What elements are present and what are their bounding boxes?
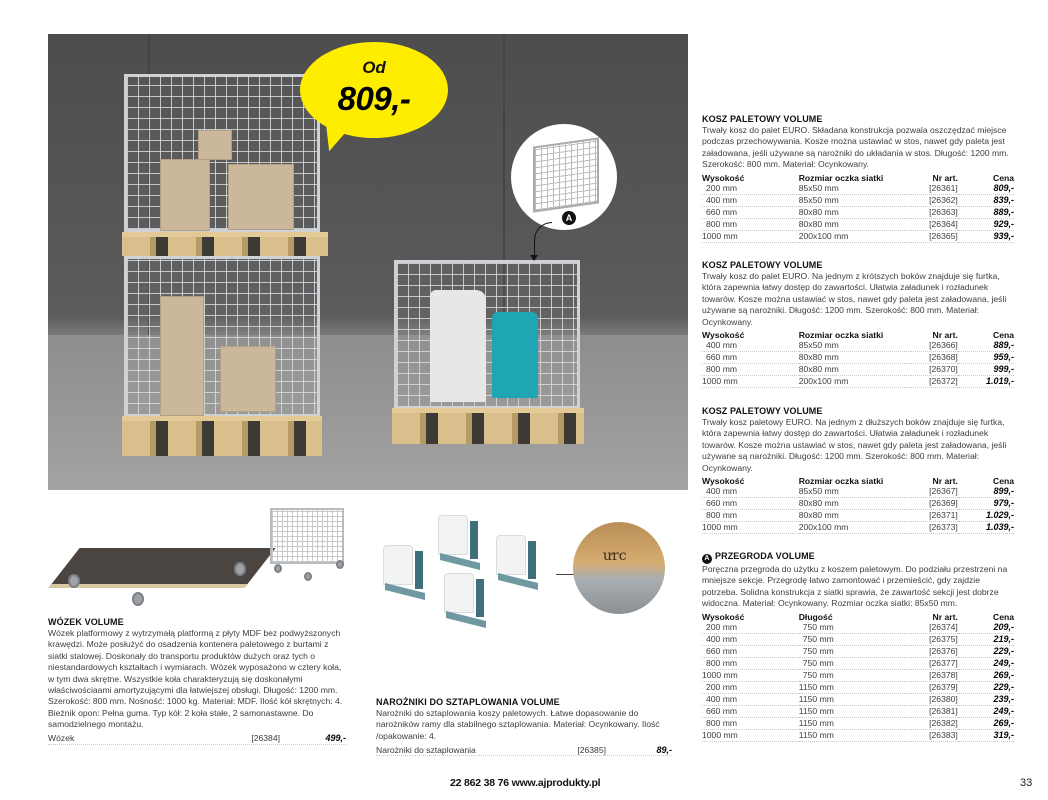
product-title: KOSZ PALETOWY VOLUME: [702, 114, 823, 124]
product-title: KOSZ PALETOWY VOLUME: [702, 406, 823, 416]
item-name: Narożniki do sztaplowania: [376, 744, 476, 755]
cell-height: 660 mm: [702, 206, 799, 218]
cell-height: 800 mm: [702, 218, 799, 230]
col-price: Cena: [992, 611, 1014, 622]
col-art-no: Nr art.: [932, 476, 958, 487]
cell-length: 1150 mm: [799, 681, 911, 693]
euro-pallet: [122, 416, 322, 456]
cell-art: [26367]: [911, 486, 958, 498]
table-row: [702, 486, 1014, 498]
wheel-icon: [132, 592, 144, 606]
table-row: [702, 633, 1014, 645]
cell-height: 660 mm: [702, 705, 799, 717]
cell-height: 660 mm: [702, 352, 799, 364]
cardboard-box: [228, 164, 294, 230]
cell-price: 219,-: [958, 633, 1014, 645]
item-art-no: [26384]: [251, 733, 280, 744]
wheel-icon: [68, 574, 80, 588]
col-height: Wysokość: [702, 172, 745, 183]
cell-price: 249,-: [958, 705, 1014, 717]
cell-mesh: 80x80 mm: [799, 510, 911, 522]
cell-price: 959,-: [958, 352, 1014, 364]
table-row: [702, 206, 1014, 218]
cell-length: 1150 mm: [799, 693, 911, 705]
section-przegroda: [702, 551, 1014, 742]
col-art-no: Nr art.: [932, 330, 958, 341]
col-price: Cena: [992, 330, 1014, 341]
cell-price: 229,-: [958, 645, 1014, 657]
cell-art: [26377]: [911, 657, 958, 669]
footer-contact: 22 862 38 76 www.ajprodukty.pl: [450, 777, 601, 789]
wheel-icon: [234, 562, 246, 576]
item-price: 499,-: [325, 733, 346, 744]
section-kosz-paletowy-3: [702, 406, 1014, 534]
cell-art: [26364]: [911, 218, 958, 230]
cell-height: 400 mm: [702, 693, 799, 705]
cell-height: 200 mm: [702, 183, 799, 195]
cell-art: [26368]: [911, 352, 958, 364]
cell-mesh: 85x50 mm: [799, 194, 911, 206]
cell-length: 750 mm: [799, 633, 911, 645]
cell-art: [26375]: [911, 633, 958, 645]
cell-height: 1000 mm: [702, 729, 799, 741]
euro-pallet: [392, 408, 584, 444]
col-height: Wysokość: [702, 476, 745, 487]
cell-length: 1150 mm: [799, 705, 911, 717]
teal-sack: [492, 312, 538, 398]
cardboard-box: [160, 296, 204, 416]
cell-art: [26379]: [911, 681, 958, 693]
section-narozniki: [376, 697, 672, 756]
table-row: [702, 340, 1014, 352]
table-row: [702, 218, 1014, 230]
product-title: NAROŻNIKI DO SZTAPLOWANIA VOLUME: [376, 697, 560, 707]
cell-price: 269,-: [958, 669, 1014, 681]
cell-art: [26381]: [911, 705, 958, 717]
item-price: 89,-: [656, 744, 672, 755]
cell-price: 889,-: [958, 206, 1014, 218]
cell-art: [26373]: [911, 522, 958, 534]
cell-art: [26369]: [911, 498, 958, 510]
col-length: Długość: [798, 611, 833, 622]
cell-art: [26363]: [911, 206, 958, 218]
cell-price: 839,-: [958, 194, 1014, 206]
callout-a-badge: A: [562, 211, 576, 225]
cell-mesh: 80x80 mm: [799, 352, 911, 364]
price-value: 809,-: [337, 80, 411, 117]
table-row: [702, 376, 1014, 388]
cardboard-box: [220, 346, 276, 412]
cell-mesh: 85x50 mm: [799, 183, 911, 195]
cell-art: [26383]: [911, 729, 958, 741]
cell-price: 269,-: [958, 717, 1014, 729]
cell-price: 1.019,-: [958, 376, 1014, 388]
cell-art: [26372]: [911, 376, 958, 388]
col-art-no: Nr art.: [932, 611, 958, 622]
table-row: [702, 657, 1014, 669]
item-art-no: [26385]: [577, 744, 606, 755]
cell-price: 889,-: [958, 340, 1014, 352]
col-price: Cena: [992, 172, 1014, 183]
cell-height: 400 mm: [702, 633, 799, 645]
cell-art: [26374]: [911, 622, 958, 634]
cell-price: 939,-: [958, 230, 1014, 242]
cell-price: 929,-: [958, 218, 1014, 230]
col-art-no: Nr art.: [932, 172, 958, 183]
spec-table: [702, 610, 1014, 742]
pallet-cage-with-gate: [394, 260, 580, 410]
section-kosz-paletowy-1: [702, 114, 1014, 243]
cell-price: 229,-: [958, 681, 1014, 693]
cell-mesh: 85x50 mm: [799, 486, 911, 498]
cell-price: 209,-: [958, 622, 1014, 634]
product-description: Narożniki do sztaplowania koszy paletowych. Łatwe dopasowanie do narożników ramy dla stabilnego sztaplowania. Materiał: Ocynkowany. Ilość /opakowanie: 4.: [376, 708, 660, 741]
table-row: [702, 669, 1014, 681]
mesh-divider-panel: [533, 137, 599, 212]
white-sack: [430, 290, 486, 402]
cell-length: 750 mm: [799, 645, 911, 657]
cell-art: [26376]: [911, 645, 958, 657]
cell-price: 319,-: [958, 729, 1014, 741]
cell-price: 1.029,-: [958, 510, 1014, 522]
price-prefix: Od: [362, 58, 386, 77]
col-mesh-size: Rozmiar oczka siatki: [798, 172, 884, 183]
wheel-icon: [274, 564, 282, 573]
table-row: [702, 183, 1014, 195]
product-description: Wózek platformowy z wytrzymałą platformą z płyty MDF bez podwyższonych krawędzi. Może posłużyć do osadzenia kontenera paletowego z burtami z siatki stalowej. Doskonały do transportu produktów dużych oraz tych o niestandardowych kształtach i wymiarach. Wózek wyposażono w cztery koła, w tym dwa skrętne. Wszystkie koła charakteryzują się doskonałymi właściwościaami amortyzującymi dla łatwiejszej obsługi. Długość: 1200 mm. Szerokość: 800 mm. Nośność: 1000 kg. Materiał: MDF. Ilość kół skrętnych: 4. Bieżnik opon: Pełna guma. Typ kół: 2 koła stałe, 2 samonastawne. Do samodzielnego montażu.: [48, 628, 343, 730]
stacking-corner: [444, 573, 484, 623]
cell-art: [26365]: [911, 230, 958, 242]
cell-mesh: 80x80 mm: [799, 364, 911, 376]
price-badge: [300, 42, 448, 138]
cell-height: 800 mm: [702, 510, 799, 522]
stacking-corners-image: [378, 505, 558, 625]
wheel-icon: [304, 572, 312, 581]
section-kosz-paletowy-2: [702, 260, 1014, 388]
table-row: [702, 510, 1014, 522]
euro-pallet: [122, 232, 328, 256]
product-title: [702, 551, 1014, 564]
table-row: [702, 498, 1014, 510]
cell-mesh: 80x80 mm: [799, 206, 911, 218]
cell-length: 1150 mm: [799, 717, 911, 729]
cell-height: 800 mm: [702, 364, 799, 376]
product-title: WÓZEK VOLUME: [48, 617, 124, 627]
product-description: Trwały kosz do palet EURO. Składana konstrukcja pozwala oszczędzać miejsce podczas przechowywania. Kosze można ustawiać w stos, nawet gdy paleta jest załadowana, jeśli używane są narożniki do układania w stos. Długość: 1200 mm. Szerokość: 800 mm. Materiał: Ocynkowany.: [702, 125, 1009, 170]
cell-price: 239,-: [958, 693, 1014, 705]
cell-height: 1000 mm: [702, 376, 799, 388]
col-mesh-size: Rozmiar oczka siatki: [798, 476, 884, 487]
cardboard-box: [160, 159, 210, 231]
cell-height: 1000 mm: [702, 230, 799, 242]
cell-art: [26371]: [911, 510, 958, 522]
cell-art: [26370]: [911, 364, 958, 376]
cell-height: 800 mm: [702, 657, 799, 669]
table-row: [702, 681, 1014, 693]
col-height: Wysokość: [702, 611, 745, 622]
table-row: [702, 645, 1014, 657]
cell-price: 979,-: [958, 498, 1014, 510]
stacking-corner: [438, 515, 478, 565]
table-row: [702, 230, 1014, 242]
callout-a-badge: A: [702, 554, 712, 564]
cell-art: [26362]: [911, 194, 958, 206]
table-row: [702, 705, 1014, 717]
wheel-icon: [336, 560, 344, 569]
cell-height: 660 mm: [702, 498, 799, 510]
cell-price: 999,-: [958, 364, 1014, 376]
cell-height: 1000 mm: [702, 669, 799, 681]
price-row: [376, 744, 672, 756]
cage-on-cart-image: [270, 508, 344, 564]
cell-price: 1.039,-: [958, 522, 1014, 534]
cell-mesh: 200x100 mm: [799, 376, 911, 388]
table-row: [702, 717, 1014, 729]
cardboard-box: [198, 130, 232, 160]
item-name: Wózek: [48, 733, 75, 744]
table-row: [702, 522, 1014, 534]
cell-height: 1000 mm: [702, 522, 799, 534]
spec-table: [702, 474, 1014, 534]
cell-height: 400 mm: [702, 194, 799, 206]
table-row: [702, 364, 1014, 376]
product-description: Trwały kosz do palet EURO. Na jednym z krótszych boków znajduje się furtka, która zapewnia łatwy dostęp do zawartości. Ułatwia załadunek i rozładunek towarów. Kosze można ustawiać w stos, nawet gdy paleta jest załadowana, jeśli używane są narożniki. Długość: 1200 mm. Szerokość: 800 mm. Materiał: Ocynkowany.: [702, 271, 1007, 327]
pallet-stamp: ưrc: [603, 548, 627, 564]
cell-height: 800 mm: [702, 717, 799, 729]
col-price: Cena: [992, 476, 1014, 487]
cell-height: 660 mm: [702, 645, 799, 657]
cell-mesh: 200x100 mm: [799, 522, 911, 534]
stacking-corner: [496, 535, 536, 585]
spec-table: [702, 328, 1014, 388]
cell-height: 200 mm: [702, 622, 799, 634]
cell-art: [26366]: [911, 340, 958, 352]
cell-art: [26361]: [911, 183, 958, 195]
product-title: KOSZ PALETOWY VOLUME: [702, 260, 823, 270]
product-title-text: PRZEGRODA VOLUME: [715, 551, 815, 561]
table-row: [702, 194, 1014, 206]
cell-art: [26382]: [911, 717, 958, 729]
cell-price: 899,-: [958, 486, 1014, 498]
platform-cart-image: [48, 500, 358, 615]
spec-table: [702, 171, 1014, 243]
cell-length: 1150 mm: [799, 729, 911, 741]
col-height: Wysokość: [702, 330, 745, 341]
product-description: Poręczna przegroda do użytku z koszem paletowym. Do podziału przestrzeni na mniejsze sekcje. Przegrodę łatwo zamontować i przemieścić, gdy zajdzie potrzeba. Solidna konstrukcja z siatki sprawia, że zawartość sekcji jest dobrze widoczna. Materiał: Ocynkowany. Rozmiar oczka siatki: 85x50 mm.: [702, 564, 1008, 609]
cell-height: 400 mm: [702, 486, 799, 498]
cell-mesh: 200x100 mm: [799, 230, 911, 242]
corner-detail-photo: [573, 522, 665, 614]
cell-price: 249,-: [958, 657, 1014, 669]
cell-length: 750 mm: [799, 669, 911, 681]
stacking-corner: [383, 545, 423, 595]
price-row: [48, 733, 346, 745]
col-mesh-size: Rozmiar oczka siatki: [798, 330, 884, 341]
cell-length: 750 mm: [799, 657, 911, 669]
table-row: [702, 622, 1014, 634]
cell-height: 400 mm: [702, 340, 799, 352]
cell-mesh: 85x50 mm: [799, 340, 911, 352]
table-row: [702, 352, 1014, 364]
cell-length: 750 mm: [799, 622, 911, 634]
cell-height: 200 mm: [702, 681, 799, 693]
cell-mesh: 80x80 mm: [799, 498, 911, 510]
section-wozek: [48, 617, 346, 745]
cell-art: [26378]: [911, 669, 958, 681]
cell-art: [26380]: [911, 693, 958, 705]
product-description: Trwały kosz paletowy EURO. Na jednym z dłuższych boków znajduje się furtka, która zapewnia łatwy dostęp do zawartości. Ułatwia załadunek i rozładunek towarów. Kosze można ustawiać w stos, nawet gdy paleta jest załadowana, jeśli używane są narożniki. Długość: 1200 mm. Szerokość: 800 mm. Materiał: Ocynkowany.: [702, 417, 1007, 473]
table-row: [702, 729, 1014, 741]
table-row: [702, 693, 1014, 705]
cell-price: 809,-: [958, 183, 1014, 195]
page-number: 33: [1020, 777, 1033, 789]
cell-mesh: 80x80 mm: [799, 218, 911, 230]
